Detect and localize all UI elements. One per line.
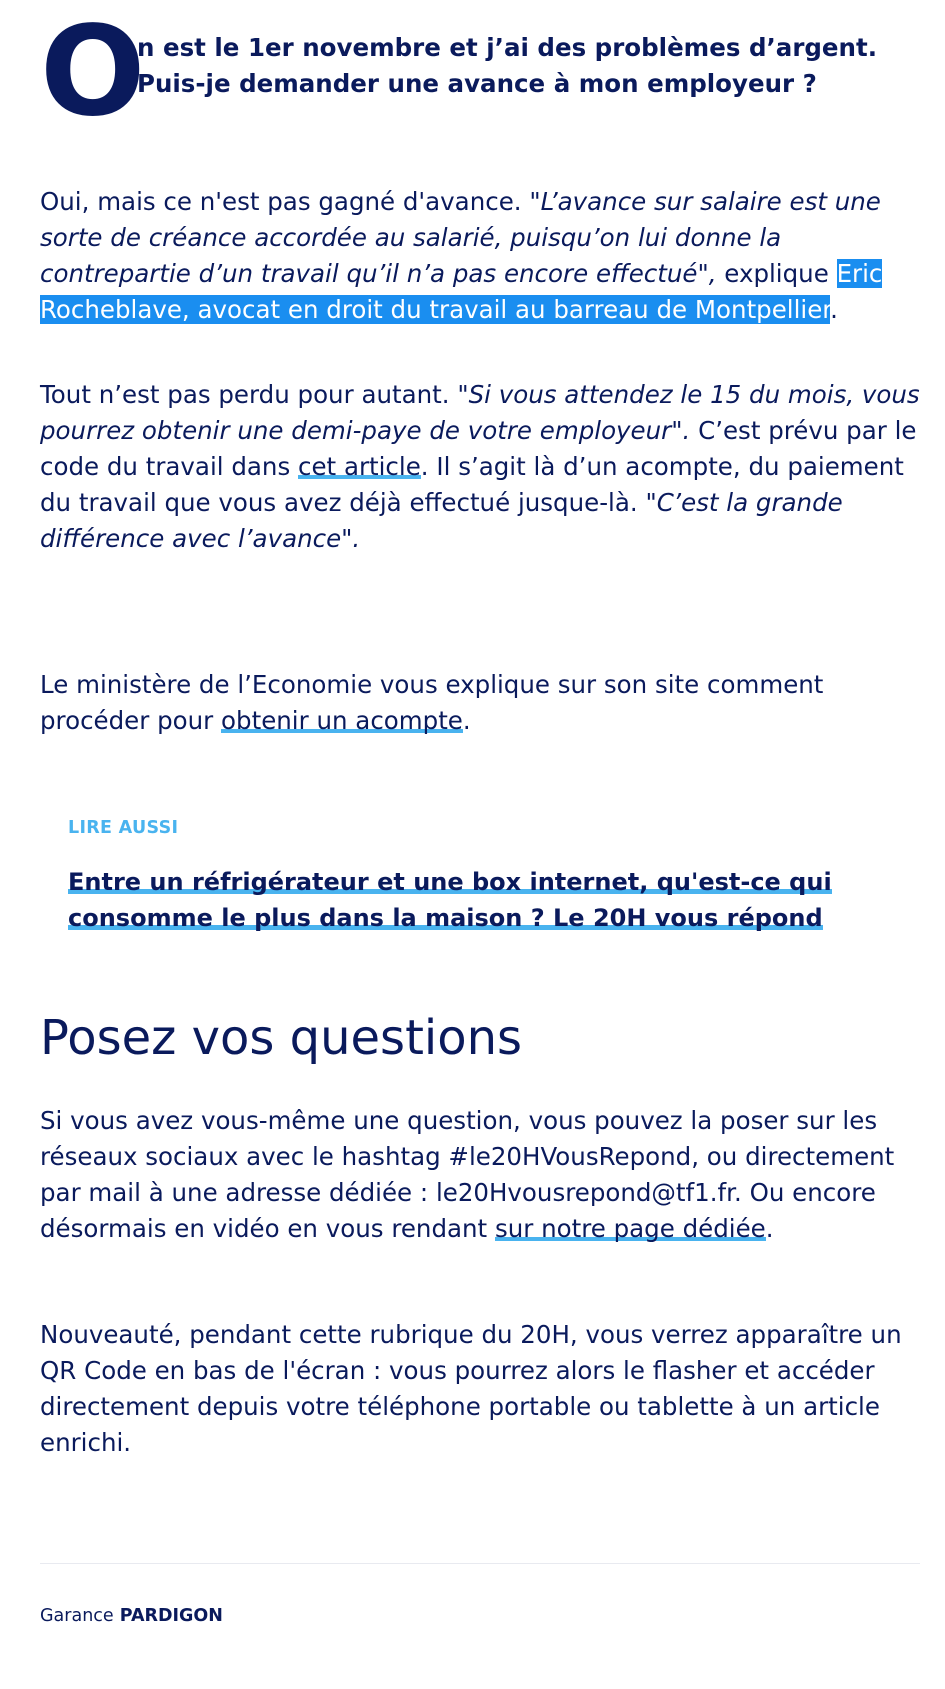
author-byline[interactable] <box>40 1606 223 1626</box>
p2-mid-2: . Il s’agit là d’un acompte, du paiement du travail que vous avez déjà effectué jusque-là. <box>40 452 904 517</box>
p4-intro: Si vous avez vous-même une question, vous pouvez la poser sur les réseaux sociaux avec le hashtag #le20HVousRepond, ou directement par mail à une adresse dédiée : le20Hvousrepond@tf1.fr. Ou encore désormais en vidéo en vous rendant <box>40 1106 895 1243</box>
read-also-link[interactable]: Entre un réfrigérateur et une box internet, qu'est-ce qui consomme le plus dans la maison ? Le 20H vous répond <box>68 868 832 932</box>
p1-end: . <box>830 295 838 324</box>
paragraph-ministere <box>40 667 930 739</box>
selected-text[interactable]: Eric Rocheblave, avocat en droit du travail au barreau de Montpellier <box>40 259 883 324</box>
p2-quote-2: "C’est la grande différence avec l’avance". <box>40 488 843 553</box>
p3-intro: Le ministère de l’Economie vous explique sur son site comment procéder pour <box>40 670 824 735</box>
divider <box>40 1563 920 1564</box>
paragraph-qr-code <box>40 1317 930 1461</box>
author-first-name: Garance <box>40 1606 114 1626</box>
question-line-2: Puis-je demander une avance à mon employeur ? <box>137 69 817 98</box>
p1-mid: explique <box>716 259 837 288</box>
paragraph-avance <box>40 184 930 328</box>
p2-quote-1: "Si vous attendez le 15 du mois, vous pourrez obtenir une demi-paye de votre employeur". <box>40 380 920 445</box>
link-obtenir-acompte[interactable]: obtenir un acompte <box>221 706 463 735</box>
p2-mid-1: C’est prévu par le code du travail dans <box>40 416 917 481</box>
p4-end: . <box>765 1214 774 1243</box>
p5-text: Nouveauté, pendant cette rubrique du 20H, vous verrez apparaître un QR Code en bas de l'écran : vous pourrez alors le flasher et accéder directement depuis votre téléphone portable ou tablette à un article enrichi. <box>40 1320 902 1457</box>
question-text <box>137 30 917 102</box>
drop-cap: O <box>40 0 144 144</box>
link-cet-article[interactable]: cet article <box>298 452 421 481</box>
read-also-article <box>68 864 878 936</box>
p2-intro: Tout n’est pas perdu pour autant. <box>40 380 458 409</box>
p1-quote: "L’avance sur salaire est une sorte de créance accordée au salarié, puisqu’on lui donne la contrepartie d’un travail qu’il n’a pas encore effectué", <box>40 187 881 288</box>
p1-intro: Oui, mais ce n'est pas gagné d'avance. <box>40 187 530 216</box>
section-title: Posez vos questions <box>40 1010 523 1066</box>
read-also-label: LIRE AUSSI <box>68 818 179 838</box>
p3-end: . <box>462 706 471 735</box>
paragraph-acompte <box>40 377 930 557</box>
question-line-1: n est le 1er novembre et j’ai des problèmes d’argent. <box>137 33 878 62</box>
paragraph-questions <box>40 1103 930 1247</box>
author-last-name: PARDIGON <box>119 1606 223 1626</box>
link-page-dediee[interactable]: sur notre page dédiée <box>494 1214 766 1243</box>
